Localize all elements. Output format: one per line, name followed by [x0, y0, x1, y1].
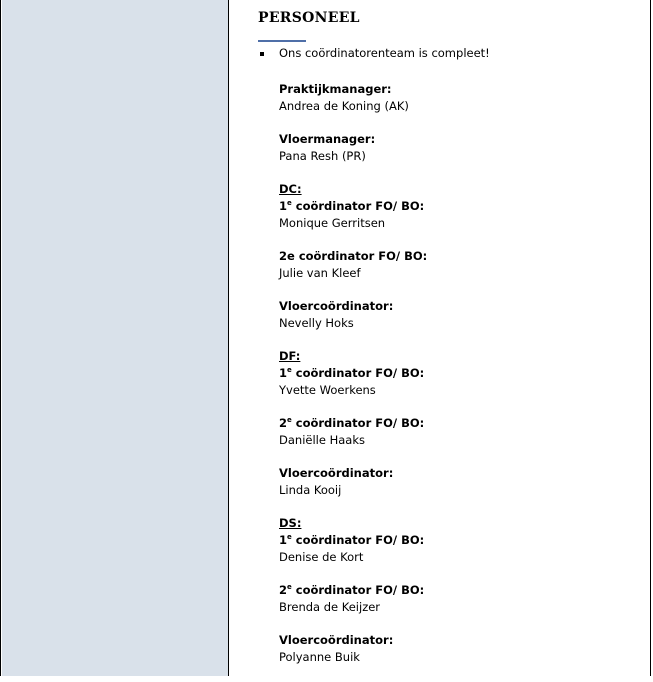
role-label: 1e coördinator FO/ BO:	[279, 532, 425, 547]
ordinal-suffix: e	[287, 416, 292, 425]
role-label: 1e coördinator FO/ BO:	[279, 365, 425, 380]
section-heading: PERSONEEL	[258, 10, 360, 26]
person-name: Julie van Kleef	[279, 265, 361, 280]
person-name: Polyanne Buik	[279, 649, 360, 664]
role-label: 2e coördinator FO/ BO:	[279, 582, 425, 597]
group-label: DS:	[279, 516, 302, 531]
role-label: Vloermanager:	[279, 132, 376, 147]
role-label: 1e coördinator FO/ BO:	[279, 198, 425, 213]
group-label: DF:	[279, 349, 301, 364]
ordinal-suffix: e	[287, 533, 292, 542]
staff-entry	[279, 465, 427, 498]
staff-entry	[279, 515, 427, 565]
person-name: Andrea de Koning (AK)	[279, 98, 409, 113]
staff-entry	[279, 248, 427, 281]
role-label: 2e coördinator FO/ BO:	[279, 248, 428, 263]
intro-text: Ons coördinatorenteam is compleet!	[279, 46, 490, 60]
sidebar-panel	[2, 0, 229, 676]
staff-entry	[279, 348, 427, 398]
person-name: Brenda de Keijzer	[279, 599, 381, 614]
role-label: Praktijkmanager:	[279, 82, 392, 96]
ordinal-suffix: e	[287, 583, 292, 592]
staff-entry	[279, 415, 427, 448]
person-name: Yvette Woerkens	[279, 382, 376, 397]
staff-entry	[279, 81, 427, 114]
role-label: Vloercoördinator:	[279, 299, 394, 314]
role-label: Vloercoördinator:	[279, 466, 394, 481]
staff-entry	[279, 298, 427, 331]
ordinal-suffix: e	[287, 199, 292, 208]
person-name: Linda Kooij	[279, 482, 342, 497]
square-bullet-icon	[260, 52, 264, 56]
person-name: Pana Resh (PR)	[279, 148, 366, 163]
staff-entry	[279, 181, 427, 231]
staff-entry	[279, 632, 427, 665]
person-name: Nevelly Hoks	[279, 315, 354, 330]
heading-underline	[258, 40, 306, 42]
person-name: Monique Gerritsen	[279, 215, 386, 230]
role-label: 2e coördinator FO/ BO:	[279, 415, 425, 430]
staff-entry	[279, 582, 427, 615]
main-content	[230, 0, 650, 676]
role-label: Vloercoördinator:	[279, 633, 394, 648]
staff-entry	[279, 131, 427, 164]
ordinal-suffix: e	[287, 366, 292, 375]
staff-list	[279, 81, 427, 682]
person-name: Denise de Kort	[279, 549, 364, 564]
person-name: Daniëlle Haaks	[279, 432, 365, 447]
group-label: DC:	[279, 182, 302, 197]
